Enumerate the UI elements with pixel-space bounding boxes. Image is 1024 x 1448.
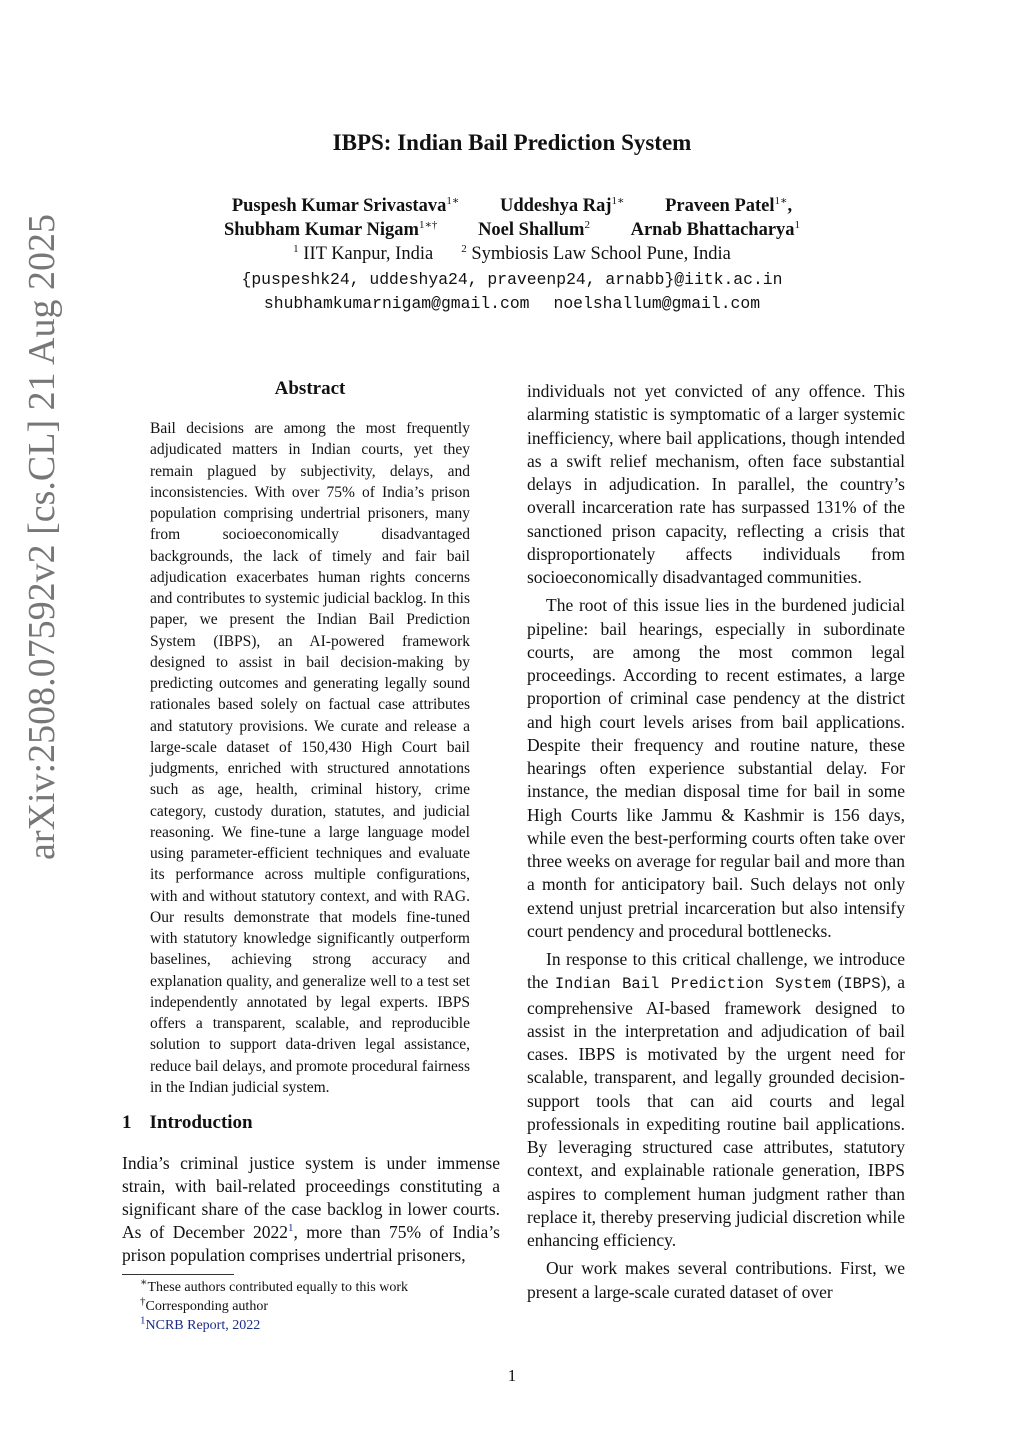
section-heading-introduction [122, 1112, 253, 1134]
section-number: 1 [122, 1112, 132, 1133]
section-title: Introduction [149, 1112, 253, 1133]
footnote: ∗These authors contributed equally to this work [140, 1276, 408, 1295]
paper-title: IBPS: Indian Bail Prediction System [332, 130, 692, 155]
footnote-link[interactable]: $^1$NCRB Report, 2022 [140, 1314, 261, 1333]
abstract-body: Bail decisions are among the most frequently adjudicated matters in Indian courts, yet they remain plagued by subjectivity, delays, and inconsistencies. With over 75% of India’s prison population comprising undertrial prisoners, many from socioeconomically disadvantaged backgrounds, the lack of timely and fair bail adjudication exacerbates human rights concerns and contributes to systemic judicial backlog. In this paper, we present the Indian Bail Prediction System (IBPS), an AI-powered framework designed to assist in bail decision-making by predicting outcomes and generating legally sound rationales based solely on factual case attributes and statutory provisions. We curate and release a large-scale dataset of 150,430 High Court bail judgments, enriched with structured annotations such as age, health, criminal history, crime category, custody duration, statutes, and judicial reasoning. We fine-tune a large language model using parameter-efficient techniques and evaluate its performance across multiple configurations, with and without statutory context, and with RAG. Our results demonstrate that models fine-tuned with statutory knowledge significantly outperform baselines, achieving strong accuracy and explanation quality, and generalize well to a test set independently annotated by legal experts. IBPS offers a transparent, scalable, and reproducible solution to support data-driven legal assistance, reduce bail delays, and promote procedural fairness in the Indian judicial system. [150, 420, 470, 1096]
paragraph: The root of this issue lies in the burdened judicial pipeline: bail hearings, especially in subordinate courts, are among the most common legal proceedings. According to recent estimates, a large proportion of criminal case pendency at the district and high court levels arises from bail applications. Despite their frequency and routine nature, these hearings often experience substantial delay. For instance, the median disposal time for bail in some High Courts like Jammu & Kashmir is 156 days, while even the best-performing courts often take over three weeks on average for regular bail and more than a month for anticipatory bail. Such delays not only extend unjust pretrial incarceration but also intensify court pendency and procedural bottlenecks. [527, 595, 905, 941]
footnote: †Corresponding author [140, 1295, 268, 1314]
author: Shubham Kumar Nigam$^{1∗\dagger}$ [223, 218, 438, 240]
author-line-1 [0, 196, 1024, 217]
author-line-2 [0, 220, 1024, 241]
paragraph: individuals not yet convicted of any offence. This alarming statistic is symptomatic of a larger systemic inefficiency, where bail applications, though intended as a swift relief mechanism, often face substantial delays in adjudication. In parallel, the country’s overall incarceration rate has surpassed 131% of the sanctioned prison capacity, reflecting a crisis that disproportionately affects individuals from socioeconomically disadvantaged communities. [527, 381, 905, 587]
paragraph: In response to this critical challenge, we introduce the Indian Bail Prediction System (IBPS), a comprehensive AI-based framework designed to assist in the interpretation and adjudication of bail cases. IBPS is motivated by the urgent need for scalable, transparent, and legally grounded decision-support tools that can aid courts and legal professionals in expediting routine bail applications. By leveraging structured case attributes, statutory context, and explainable rationale generation, IBPS aspires to complement human judgment rather than replace it, thereby preserving judicial discretion while enhancing efficiency. [527, 949, 905, 1250]
footnotes [140, 1278, 408, 1335]
page-number: 1 [507, 1366, 517, 1385]
author: Puspesh Kumar Srivastava$^{1∗}$ [231, 194, 460, 216]
intro-paragraph-left: India’s criminal justice system is under immense strain, with bail-related proceedings constituting a significant share of the case backlog in lower courts. As of December 2022$^1$, more than 75% of India’s prison population comprises undertrial prisoners, [122, 1153, 500, 1266]
email: shubhamkumarnigam@gmail.com [263, 294, 530, 313]
author: Arnab Bhattacharya$^1$ [630, 218, 801, 240]
abstract-heading: Abstract [274, 378, 346, 399]
footnote-mark[interactable]: 1 [287, 1222, 294, 1235]
author: Noel Shallum$^2$ [478, 218, 590, 240]
author: Uddeshya Raj$^{1∗}$ [499, 194, 625, 216]
affiliation: $^2$ Symbiosis Law School Pune, India [461, 242, 731, 264]
right-column [527, 380, 905, 1304]
footnote-divider [122, 1274, 234, 1275]
affiliations [0, 244, 1024, 265]
affiliation: $^1$ IIT Kanpur, India [293, 242, 434, 264]
email-line-2 [0, 294, 1024, 313]
author: Praveen Patel$^{1∗}$, [665, 194, 793, 216]
paragraph: Our work makes several contributions. First, we present a large-scale curated dataset of over [527, 1258, 905, 1302]
email: noelshallum@gmail.com [553, 294, 761, 313]
arxiv-identifier: arXiv:2508.07592v2 [cs.CL] 21 Aug 2025 [21, 214, 63, 860]
email-line-1: {puspeshk24, uddeshya24, praveenp24, arnabb}@iitk.ac.in [241, 270, 783, 289]
